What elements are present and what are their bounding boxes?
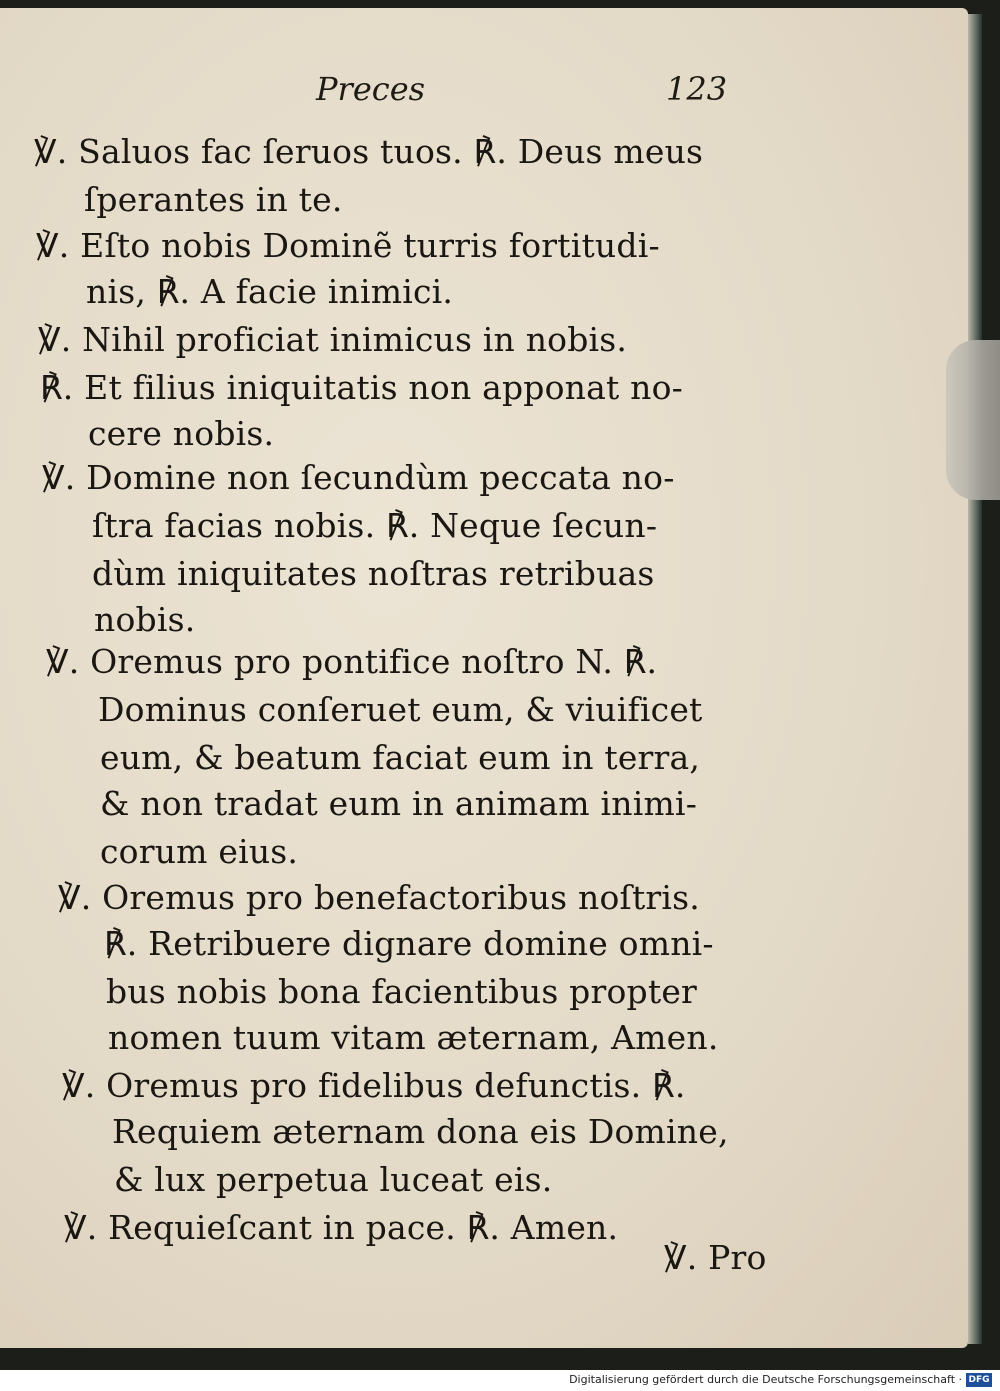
text-line: ℟. Retribuere dignare domine omni- bbox=[104, 924, 714, 963]
text-line: eum, & beatum faciat eum in terra, bbox=[100, 738, 701, 777]
text-line: ℣. Oremus pro pontifice noſtro N. ℟. bbox=[46, 642, 658, 681]
text-line: cere nobis. bbox=[88, 414, 275, 453]
text-line: ℣. Domine non ſecundùm peccata no- bbox=[42, 458, 675, 497]
catchword: ℣. Pro bbox=[664, 1238, 767, 1277]
text-line: ℣. Saluos fac ſeruos tuos. ℟. Deus meus bbox=[34, 132, 704, 171]
page-number: 123 bbox=[666, 70, 728, 108]
text-line: ℣. Nihil proficiat inimicus in nobis. bbox=[38, 320, 628, 359]
text-line: nobis. bbox=[94, 600, 196, 639]
text-line: Requiem æternam dona eis Domine, bbox=[112, 1112, 729, 1151]
text-line: & lux perpetua luceat eis. bbox=[114, 1160, 553, 1199]
text-line: nomen tuum vitam æternam, Amen. bbox=[108, 1018, 719, 1057]
text-line: ℣. Oremus pro fidelibus defunctis. ℟. bbox=[62, 1066, 686, 1105]
text-line: ℟. Et filius iniquitatis non apponat no- bbox=[40, 368, 684, 407]
text-line: ℣. Eſto nobis Dominẽ turris fortitudi- bbox=[36, 226, 660, 265]
text-line: ſperantes in te. bbox=[84, 180, 343, 219]
text-line: bus nobis bona facientibus propter bbox=[106, 972, 698, 1011]
dfg-logo: DFG bbox=[966, 1373, 992, 1387]
funding-notice: Digitalisierung gefördert durch die Deutsche Forschungsgemeinschaft · bbox=[569, 1373, 962, 1386]
text-line: Dominus conſeruet eum, & viuificet bbox=[98, 690, 703, 729]
running-head: Preces bbox=[316, 70, 426, 108]
text-line: corum eius. bbox=[100, 832, 299, 871]
text-line: ℣. Requieſcant in pace. ℟. Amen. bbox=[64, 1208, 619, 1247]
text-line: ſtra facias nobis. ℟. Neque ſecun- bbox=[92, 506, 658, 545]
text-line: dùm iniquitates noſtras retribuas bbox=[92, 554, 655, 593]
text-line: ℣. Oremus pro benefactoribus noſtris. bbox=[58, 878, 700, 917]
text-line: & non tradat eum in animam inimi- bbox=[100, 784, 698, 823]
text-line: nis, ℟. A facie inimici. bbox=[86, 272, 454, 311]
page-edge bbox=[968, 14, 982, 1344]
page-header bbox=[0, 70, 968, 120]
page-tab-marker bbox=[946, 340, 1000, 500]
